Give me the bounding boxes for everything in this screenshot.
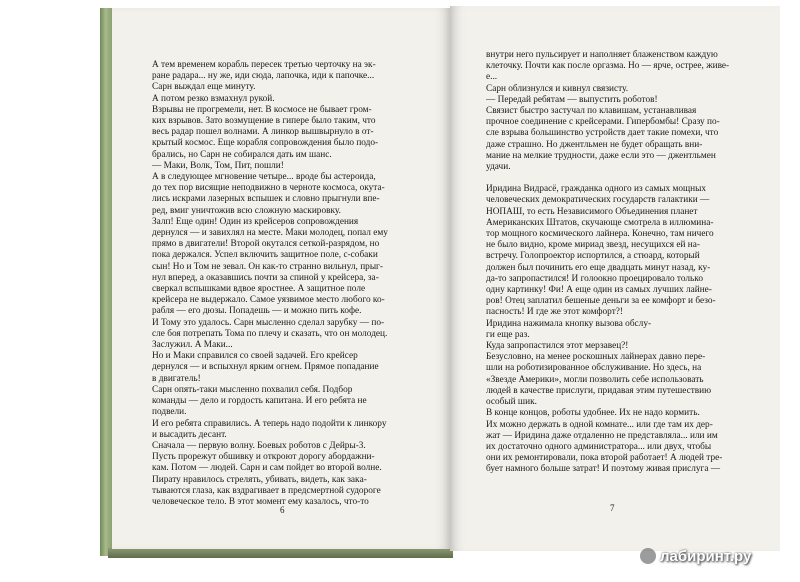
text-line: Залп! Еще один! Один из крейсеров сопровождения (152, 216, 359, 227)
text-line: А тем временем корабль пересек третью черточку на эк- (152, 60, 376, 70)
text-line: прямо в двигатели! Второй окутался сеткой-разрядом, но (152, 239, 380, 250)
text-line: А в следующее мгновение четыре... вроде бы астероида, (152, 172, 376, 183)
text-line: они их ремонтировали, пока второй работает! А людей тре- (486, 453, 723, 464)
text-line: сле взрыва большинство устройств дает такие помехи, что (486, 128, 719, 139)
text-line: нул вперед, а оказавшись почти за спиной у крейсера, за- (152, 272, 379, 283)
text-line: ране радара... ну же, иди сюда, лапочка, иди к папочке... (152, 71, 375, 82)
text-line: да-то запропастился! И голоокно проецировало только (486, 273, 703, 284)
text-line: Заслужил. А Маки... (152, 340, 233, 351)
text-line: Куда запропастился этот мерзавец?! (486, 341, 629, 352)
text-line: Безусловно, на менее роскошных лайнерах давно пере- (486, 352, 706, 363)
cover-bottom-edge (108, 548, 453, 558)
text-line: А потом резко взмахнул рукой. (152, 93, 275, 104)
text-line: Сарн выждал еще минуту. (152, 82, 256, 93)
text-line: Сарн опять-таки мысленно похвалил себя. Подбор (152, 384, 353, 395)
text-line: Связист быстро застучал по клавишам, устанавливая (486, 106, 697, 117)
text-line: до тех пор висящие неподвижно в черноте космоса, окута- (152, 183, 385, 194)
text-line: е... (486, 72, 498, 83)
right-page-text (486, 50, 752, 476)
text-line: ров! Отец заплатил бешеные деньги за ее комфорт и безо- (486, 296, 716, 307)
text-line: пасность! И где же этот комфорт?! (486, 307, 623, 318)
text-line: одну картинку! Фи! А еще один из самых лучших лайне- (486, 285, 712, 296)
text-line: сле боя потрепать Тома по плечу и сказать, что он молодец. (152, 328, 388, 339)
text-line: не было видно, кроме мириад звезд, несущихся ей на- (486, 240, 700, 251)
text-line: Пирату нравилось стрелять, убивать, видеть, как закa- (152, 474, 367, 485)
text-line: их достаточно одного администратора... или двух, чтобы (486, 441, 712, 452)
text-line: Их можно держать в одной комнате... или где там их дер- (486, 419, 713, 430)
text-line: дернулся — и вспыхнул ярким огнем. Прямое попадание (152, 362, 379, 373)
text-line: команды — дело и гордость капитана. И его ребята не (152, 396, 367, 407)
text-line: и высадить десант. (152, 429, 227, 440)
text-line: Пусть прорежут обшивку и откроют дорогу абордажни- (152, 452, 375, 463)
text-line: ги еще раз. (486, 329, 530, 340)
text-line: Сарн облизнулся и кивнул связисту. (486, 83, 629, 94)
text-line: И Тому это удалось. Сарн мысленно сделал зарубку — по- (152, 317, 385, 328)
right-page-number: 7 (610, 503, 615, 513)
left-page (112, 8, 450, 549)
text-line: Но и Маки справился со своей задачей. Его крейсер (152, 351, 358, 362)
text-line: — Передай ребятам — выпустить роботов! (486, 94, 658, 105)
text-line: прочное соединение с крейсерами. Гипербомбы! Сразу по- (486, 117, 720, 128)
text-line: И его ребята справились. А теперь надо подойти к линкору (152, 418, 387, 429)
text-line: В конце концов, роботы удобнее. Их не надо кормить. (486, 408, 700, 419)
text-line: мание на мелкие трудности, даже если это — джентльмен (486, 150, 716, 161)
text-line: ких взрывов. Зато возмущение в гипере было таким, что (152, 116, 376, 127)
text-line: Американских Штатов, скучающе смотрела в иллюмина- (486, 217, 714, 228)
text-line: крейсера не выдержало. Самое уязвимое место любого ко- (152, 295, 385, 306)
text-line: сын! Но и Том не зевал. Он как-то странно вильнул, прыг- (152, 261, 383, 272)
text-line: НОПАШ, то есть Независимого Объединения планет (486, 206, 698, 217)
text-line: шли на роботизированное обслуживание. Но здесь, на (486, 363, 702, 374)
text-line: людей в качестве прислуги, придавая этим путешествию (486, 385, 712, 396)
text-line: лись искрами лазерных вспышек и словно прыгнули впе- (152, 194, 380, 205)
text-line: брались, но Сарн не собирался дать им шанс. (152, 149, 332, 160)
text-line: Иридина нажимала кнопку вызова обслу- (486, 318, 652, 329)
text-line: сверкал вспышками вдвое яростнее. А защитное поле (152, 284, 366, 295)
text-line: в двигатель! (152, 373, 201, 384)
left-page-text (152, 60, 422, 508)
text-line: особый шик. (486, 397, 537, 408)
text-line: Взрывы не прогремели, нет. В космосе не бывает гром- (152, 104, 372, 115)
text-line: крытый космос. Еще корабля сопровождения было подо- (152, 138, 379, 149)
watermark-logo-icon (640, 548, 656, 564)
text-line: рабля — его дюзы. Попадешь — и можно пить кофе. (152, 306, 362, 317)
text-line: встречу. Голопроектор испортился, а стюард, который (486, 251, 700, 262)
text-line: Иридина Видрасё, гражданка одного из самых мощных (486, 184, 707, 195)
text-line: подвели. (152, 407, 187, 418)
text-line: ред, вмиг уничтожив всю сложную маскировку. (152, 205, 341, 216)
left-page-number: 6 (280, 505, 285, 515)
text-line: пока держался. Успел включить защитное поле, с-собаки (152, 250, 378, 261)
text-line: тываются глаза, как вздрагивает в предсмертной судороге (152, 485, 381, 496)
text-line: должен был починить его еще двадцать минут назад, ку- (486, 262, 711, 273)
text-line: тор мощного космического лайнера. Конечно, там ничего (486, 229, 714, 240)
text-line: дернулся — и завихлял на месте. Маки молодец, попал ему (152, 228, 388, 239)
text-line: весь радар пошел волнами. А линкор вышвырнуло в от- (152, 127, 374, 138)
text-line: внутри него пульсирует и наполняет блаженством каждую (486, 50, 718, 60)
right-page (450, 6, 780, 551)
text-line: человеческое тело. В этот момент ему казалось, что-то (152, 496, 369, 507)
text-line: Сначала — первую волну. Боевых роботов с Дейры-3. (152, 440, 366, 451)
text-line: даже страшно. Но джентльмен не будет обращать вни- (486, 139, 703, 150)
text-line: бует намного больше затрат! И поэтому живая прислуга — (486, 464, 721, 475)
text-line: — Маки, Волк, Том, Пит, пошли! (152, 160, 284, 171)
text-line: жат — Иридина даже отдаленно не представляла... или им (486, 430, 718, 441)
text-line: удачи. (486, 162, 511, 173)
watermark: лабиринт.ру (660, 548, 752, 565)
text-line: кам. Потом — людей. Сарн и сам пойдет во второй волне. (152, 463, 382, 474)
text-line (486, 173, 752, 184)
text-line: человеческих демократических государств галактики — (486, 195, 710, 206)
text-line: клеточку. Почти как после оргазма. Но — ярче, острее, живе- (486, 61, 730, 72)
text-line: «Звезде Америки», могли позволить себе использовать (486, 374, 704, 385)
